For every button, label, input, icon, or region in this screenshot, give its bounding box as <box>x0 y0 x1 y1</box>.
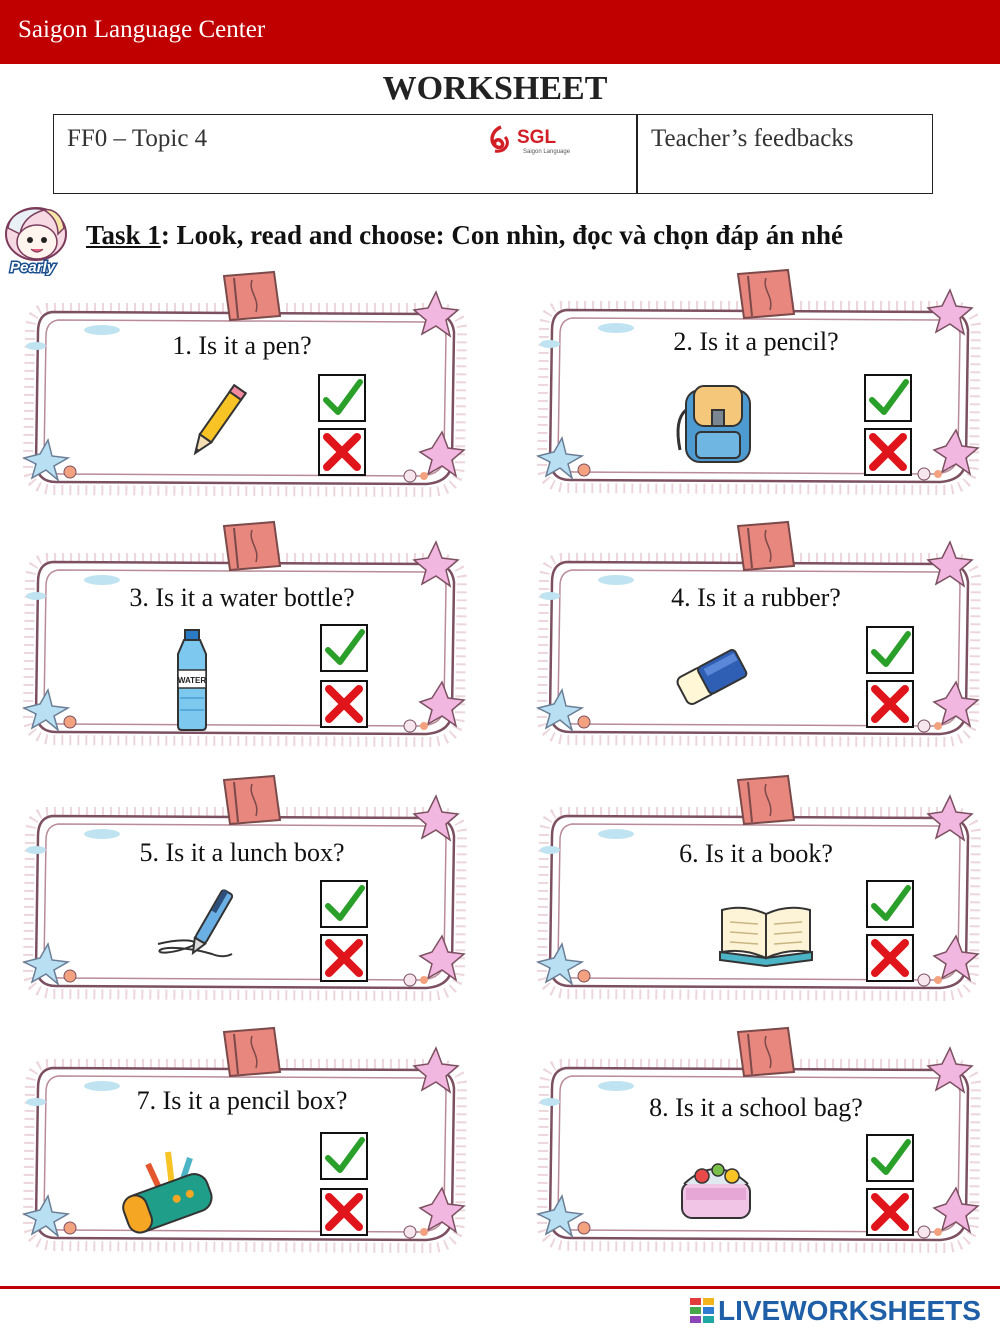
check-icon <box>866 376 910 420</box>
liveworksheets-logo <box>690 1294 981 1328</box>
card-frame <box>12 772 472 1007</box>
check-icon <box>868 1136 912 1180</box>
question-card-8 <box>526 1024 986 1259</box>
topic-label: FF0 – Topic 4 <box>67 125 208 152</box>
question-card-7 <box>12 1024 472 1259</box>
svg-text:Pearly: Pearly <box>10 259 56 276</box>
water-bottle-icon <box>172 628 212 732</box>
bottle-label: WATER <box>177 676 207 685</box>
cross-icon <box>322 682 366 726</box>
cross-icon <box>868 936 912 980</box>
check-icon <box>868 882 912 926</box>
card-frame <box>526 518 986 753</box>
pen-icon <box>152 884 238 968</box>
feedback-label: Teacher’s feedbacks <box>651 125 854 152</box>
book-icon <box>716 900 816 970</box>
cross-icon <box>866 430 910 474</box>
question-card-6 <box>526 772 986 1007</box>
footer-divider <box>0 1286 1000 1289</box>
yes-checkbox[interactable] <box>866 1134 914 1182</box>
cross-icon <box>322 936 366 980</box>
task-instruction <box>86 220 843 251</box>
liveworksheets-text: LIVEWORKSHEETS <box>718 1295 981 1326</box>
svg-text:Saigon Language: Saigon Language <box>523 149 571 155</box>
no-checkbox[interactable] <box>318 428 366 476</box>
task-label: Task 1 <box>86 220 161 250</box>
center-name: Saigon Language Center <box>18 16 266 43</box>
cross-icon <box>868 1190 912 1234</box>
question-text: 8. Is it a school bag? <box>649 1093 863 1122</box>
card-frame <box>12 1024 472 1259</box>
worksheet-title: WORKSHEET <box>382 70 608 107</box>
yes-checkbox[interactable] <box>320 1132 368 1180</box>
question-card-5 <box>12 772 472 1007</box>
task-text: : Look, read and choose: Con nhìn, đọc và chọn đáp án nhé <box>160 220 843 250</box>
question-card-2 <box>526 266 986 501</box>
cross-icon <box>868 682 912 726</box>
no-checkbox[interactable] <box>320 680 368 728</box>
question-text: 2. Is it a pencil? <box>673 327 839 356</box>
check-icon <box>868 628 912 672</box>
yes-checkbox[interactable] <box>866 880 914 928</box>
header-bar <box>0 0 1000 64</box>
question-text: 1. Is it a pen? <box>172 331 312 360</box>
no-checkbox[interactable] <box>864 428 912 476</box>
check-icon <box>322 626 366 670</box>
cross-icon <box>320 430 364 474</box>
check-icon <box>320 376 364 420</box>
yes-checkbox[interactable] <box>318 374 366 422</box>
lunch-box-icon <box>674 1152 758 1224</box>
question-card-3 <box>12 518 472 753</box>
svg-text:SGL: SGL <box>517 127 557 148</box>
question-text: 4. Is it a rubber? <box>671 583 841 612</box>
question-card-1 <box>12 268 472 503</box>
backpack-icon <box>672 380 764 466</box>
yes-checkbox[interactable] <box>320 880 368 928</box>
card-frame <box>526 772 986 1007</box>
question-text: 3. Is it a water bottle? <box>129 583 355 612</box>
pencil-case-icon <box>118 1144 218 1234</box>
yes-checkbox[interactable] <box>864 374 912 422</box>
pencil-icon <box>182 380 252 464</box>
check-icon <box>322 1134 366 1178</box>
yes-checkbox[interactable] <box>320 624 368 672</box>
question-card-4 <box>526 518 986 753</box>
info-table <box>53 114 933 194</box>
question-text: 7. Is it a pencil box? <box>136 1086 348 1115</box>
no-checkbox[interactable] <box>320 1188 368 1236</box>
no-checkbox[interactable] <box>866 1188 914 1236</box>
no-checkbox[interactable] <box>866 934 914 982</box>
no-checkbox[interactable] <box>866 680 914 728</box>
yes-checkbox[interactable] <box>866 626 914 674</box>
cross-icon <box>322 1190 366 1234</box>
table-divider <box>636 115 638 193</box>
question-text: 5. Is it a lunch box? <box>139 838 345 867</box>
liveworksheets-icon <box>690 1298 714 1324</box>
card-frame <box>12 518 472 753</box>
question-text: 6. Is it a book? <box>679 839 833 868</box>
eraser-icon <box>672 638 752 714</box>
no-checkbox[interactable] <box>320 934 368 982</box>
check-icon <box>322 882 366 926</box>
pearly-mascot-icon <box>0 204 78 276</box>
sgl-logo <box>487 121 587 157</box>
